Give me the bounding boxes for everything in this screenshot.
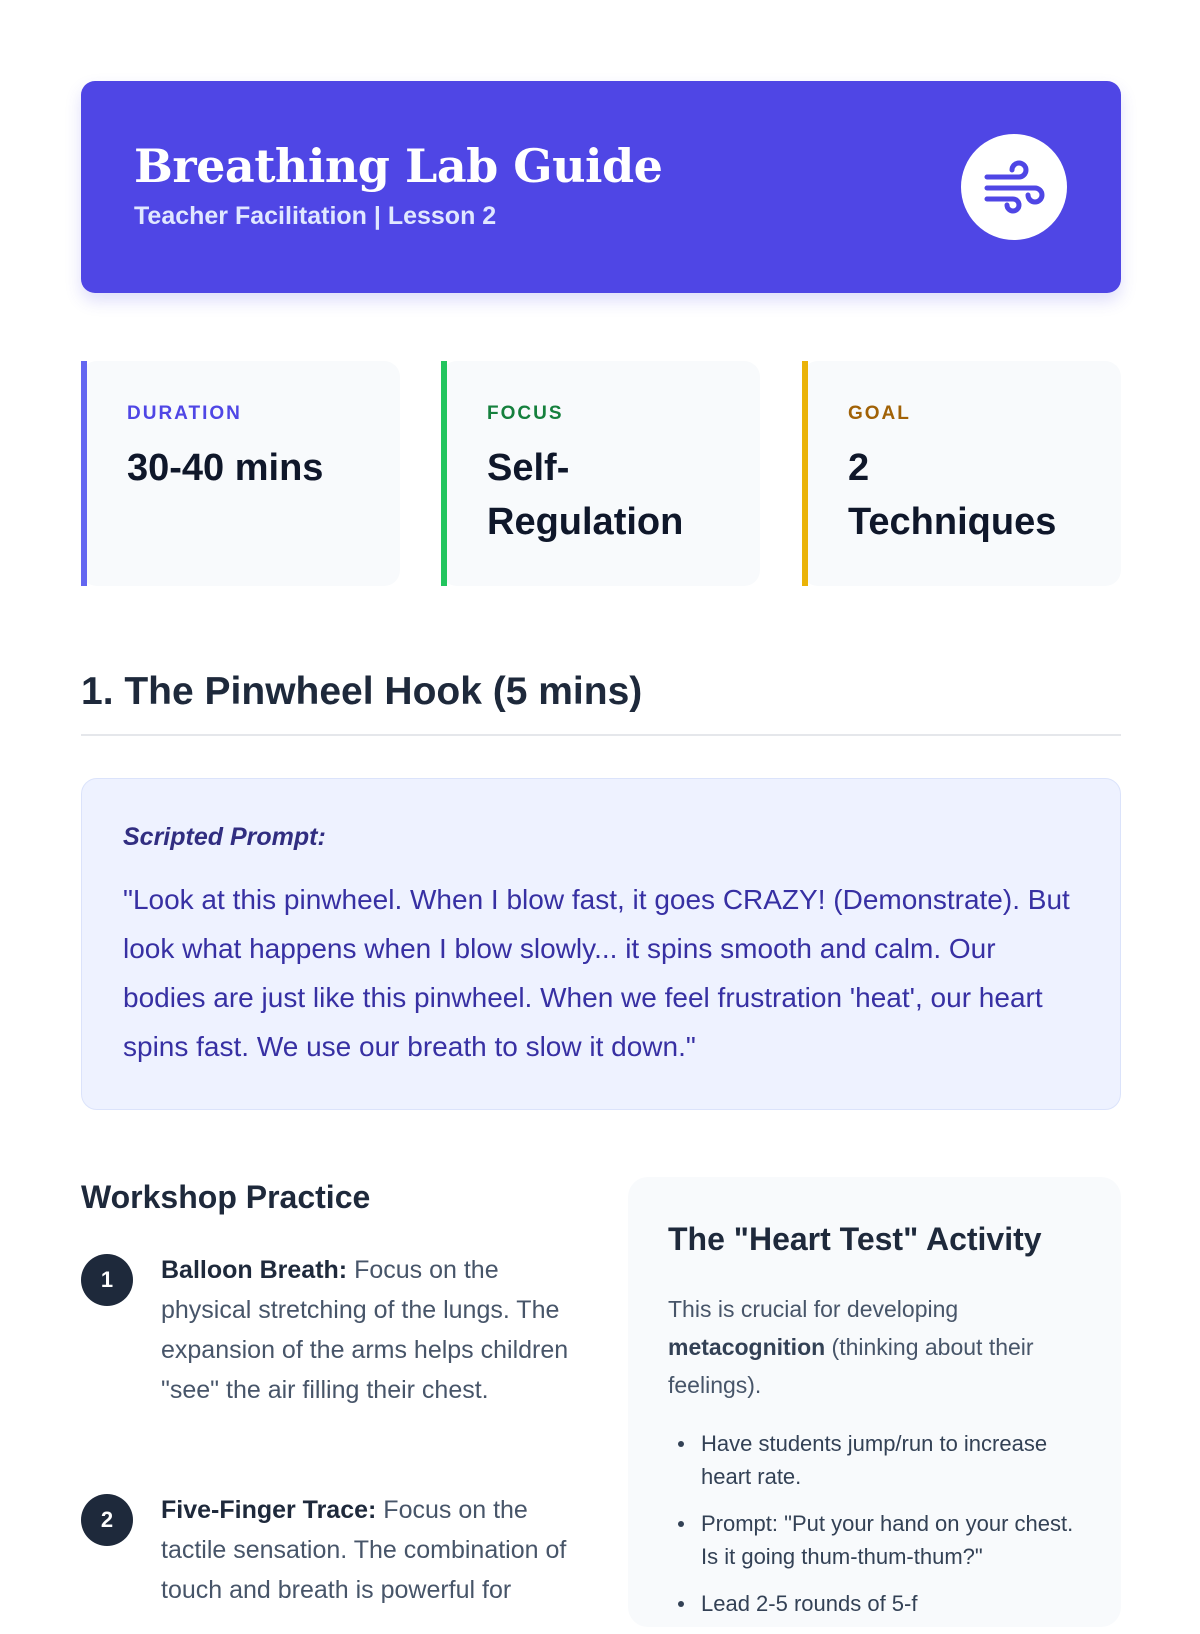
wind-icon [983,163,1045,211]
step-number-badge: 1 [81,1254,133,1306]
stat-label: DURATION [127,403,242,424]
step-text [161,1250,581,1410]
intro-bold-term: metacognition [668,1334,826,1360]
prompt-text: "Look at this pinwheel. When I blow fast, it goes CRAZY! (Demonstrate). But look what happens when I blow slowly... it spins smooth and calm. Our bodies are just like this pinwheel. When we feel frustration 'heat', our heart spins fast. We use our breath to slow it down." [123,884,1070,1062]
stat-value: 30-40 mins [127,447,324,489]
stat-card-duration [81,361,400,586]
step-text [161,1490,581,1610]
step-name: Balloon Breath: [161,1256,348,1284]
list-item: Lead 2-5 rounds of 5-f [668,1587,1088,1620]
section-title: 1. The Pinwheel Hook (5 mins) [81,670,643,713]
prompt-label: Scripted Prompt: [123,823,326,851]
list-item: Prompt: "Put your hand on your chest. Is it going thum-thum-thum?" [668,1507,1088,1573]
stat-card-focus [441,361,760,586]
activity-list [668,1427,1088,1634]
scripted-prompt-box [81,778,1121,1110]
lesson-header [81,81,1121,293]
practice-step [81,1490,581,1604]
practice-step [81,1250,581,1450]
heart-test-card [628,1177,1121,1627]
stat-label: FOCUS [487,403,564,424]
stat-label: GOAL [848,403,911,424]
activity-title: The "Heart Test" Activity [668,1221,1042,1257]
step-name: Five-Finger Trace: [161,1496,377,1524]
page-title: Breathing Lab Guide [134,139,663,193]
stat-value: Self-Regulation [487,447,684,543]
practice-title: Workshop Practice [81,1179,371,1215]
wind-icon-badge [961,134,1067,240]
section-divider [81,734,1121,736]
step-description: Focus on the physical stretching of the lungs. The expansion of the arms helps children "see" the air filling their chest. [161,1256,569,1404]
activity-intro [668,1290,1088,1404]
intro-text: This is crucial for developing [668,1296,959,1322]
page-subtitle: Teacher Facilitation | Lesson 2 [134,202,497,230]
intro-text: (thinking about their feelings). [668,1334,1034,1398]
step-description: Focus on the tactile sensation. The combination of touch and breath is powerful for [161,1496,567,1604]
step-number-badge: 2 [81,1494,133,1546]
stat-value: 2 Techniques [848,447,1057,543]
list-item: Have students jump/run to increase heart rate. [668,1427,1088,1493]
stat-card-goal [802,361,1121,586]
